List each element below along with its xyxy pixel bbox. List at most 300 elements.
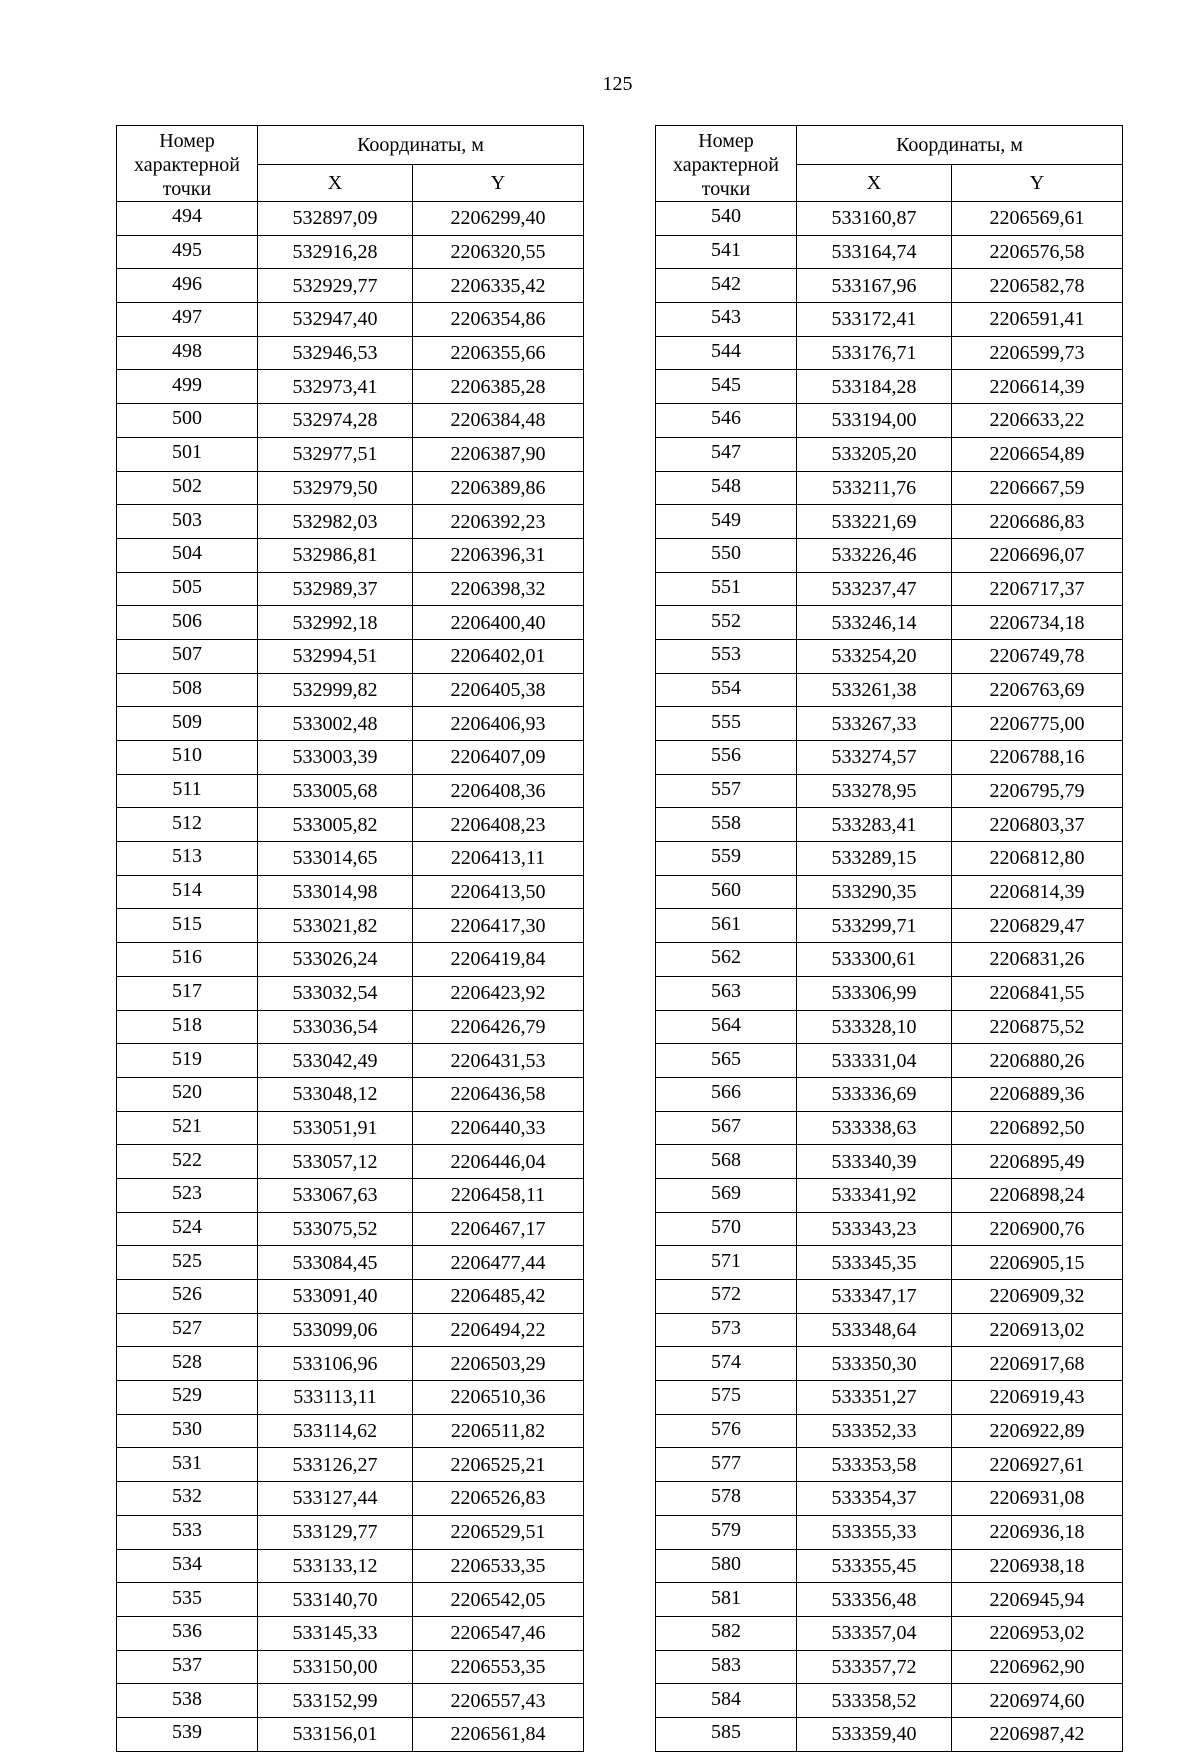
- point-number: 527: [117, 1313, 258, 1347]
- point-number: 556: [656, 741, 797, 775]
- y-coordinate: 2206407,09: [413, 741, 584, 775]
- table-row: [656, 1381, 1123, 1415]
- point-number: 570: [656, 1212, 797, 1246]
- y-coordinate: 2206413,11: [413, 842, 584, 876]
- x-coordinate: 533205,20: [797, 437, 952, 471]
- table-row: [117, 741, 584, 775]
- point-number: 553: [656, 639, 797, 673]
- y-coordinate: 2206892,50: [952, 1111, 1123, 1145]
- y-coordinate: 2206931,08: [952, 1482, 1123, 1516]
- point-number: 577: [656, 1448, 797, 1482]
- point-number: 581: [656, 1583, 797, 1617]
- point-number: 573: [656, 1313, 797, 1347]
- point-number: 500: [117, 404, 258, 438]
- point-number: 544: [656, 336, 797, 370]
- x-coordinate: 533357,04: [797, 1616, 952, 1650]
- y-coordinate: 2206436,58: [413, 1077, 584, 1111]
- point-number: 580: [656, 1549, 797, 1583]
- y-coordinate: 2206654,89: [952, 437, 1123, 471]
- point-number: 523: [117, 1178, 258, 1212]
- y-header: Y: [413, 165, 584, 202]
- point-number: 585: [656, 1717, 797, 1751]
- y-coordinate: 2206889,36: [952, 1077, 1123, 1111]
- y-coordinate: 2206392,23: [413, 505, 584, 539]
- y-coordinate: 2206717,37: [952, 572, 1123, 606]
- y-coordinate: 2206511,82: [413, 1414, 584, 1448]
- y-coordinate: 2206582,78: [952, 269, 1123, 303]
- table-body-left: [117, 202, 584, 1752]
- x-coordinate: 533129,77: [258, 1515, 413, 1549]
- point-number: 549: [656, 505, 797, 539]
- point-number: 552: [656, 606, 797, 640]
- point-number: 543: [656, 303, 797, 337]
- table-row: [656, 235, 1123, 269]
- x-coordinate: 533091,40: [258, 1280, 413, 1314]
- point-number: 513: [117, 842, 258, 876]
- x-coordinate: 533345,35: [797, 1246, 952, 1280]
- point-number: 496: [117, 269, 258, 303]
- point-number: 569: [656, 1178, 797, 1212]
- table-row: [117, 808, 584, 842]
- point-number: 511: [117, 774, 258, 808]
- y-coordinate: 2206413,50: [413, 875, 584, 909]
- table-row: [656, 976, 1123, 1010]
- point-number-header: Номер характерной точки: [656, 126, 797, 202]
- x-coordinate: 533237,47: [797, 572, 952, 606]
- point-number: 562: [656, 943, 797, 977]
- point-number: 521: [117, 1111, 258, 1145]
- point-number: 505: [117, 572, 258, 606]
- x-coordinate: 532999,82: [258, 673, 413, 707]
- table-row: [117, 202, 584, 236]
- y-coordinate: 2206419,84: [413, 943, 584, 977]
- point-number: 579: [656, 1515, 797, 1549]
- y-coordinate: 2206467,17: [413, 1212, 584, 1246]
- table-row: [117, 572, 584, 606]
- x-coordinate: 533226,46: [797, 538, 952, 572]
- coordinates-header: Координаты, м: [797, 126, 1123, 165]
- table-row: [117, 774, 584, 808]
- x-coordinate: 533274,57: [797, 741, 952, 775]
- x-coordinate: 533356,48: [797, 1583, 952, 1617]
- point-number: 515: [117, 909, 258, 943]
- table-row: [117, 1616, 584, 1650]
- x-coordinate: 533002,48: [258, 707, 413, 741]
- table-row: [117, 1583, 584, 1617]
- x-coordinate: 532994,51: [258, 639, 413, 673]
- point-number: 520: [117, 1077, 258, 1111]
- table-row: [117, 606, 584, 640]
- point-number: 514: [117, 875, 258, 909]
- point-number: 536: [117, 1616, 258, 1650]
- y-coordinate: 2206987,42: [952, 1717, 1123, 1751]
- table-row: [656, 639, 1123, 673]
- y-coordinate: 2206547,46: [413, 1616, 584, 1650]
- x-coordinate: 533014,98: [258, 875, 413, 909]
- x-coordinate: 533267,33: [797, 707, 952, 741]
- y-coordinate: 2206763,69: [952, 673, 1123, 707]
- coordinates-header: Координаты, м: [258, 126, 584, 165]
- point-number: 566: [656, 1077, 797, 1111]
- table-row: [117, 909, 584, 943]
- point-number: 567: [656, 1111, 797, 1145]
- table-row: [656, 707, 1123, 741]
- point-number: 522: [117, 1145, 258, 1179]
- point-number: 532: [117, 1482, 258, 1516]
- x-coordinate: 532947,40: [258, 303, 413, 337]
- x-coordinate: 533289,15: [797, 842, 952, 876]
- x-coordinate: 533067,63: [258, 1178, 413, 1212]
- y-coordinate: 2206477,44: [413, 1246, 584, 1280]
- y-coordinate: 2206919,43: [952, 1381, 1123, 1415]
- y-coordinate: 2206953,02: [952, 1616, 1123, 1650]
- table-row: [656, 875, 1123, 909]
- table-row: [117, 875, 584, 909]
- x-coordinate: 533221,69: [797, 505, 952, 539]
- point-number: 546: [656, 404, 797, 438]
- x-header: X: [258, 165, 413, 202]
- y-coordinate: 2206945,94: [952, 1583, 1123, 1617]
- table-row: [656, 1280, 1123, 1314]
- table-row: [117, 1448, 584, 1482]
- table-row: [117, 437, 584, 471]
- y-coordinate: 2206396,31: [413, 538, 584, 572]
- x-coordinate: 532973,41: [258, 370, 413, 404]
- table-row: [117, 1280, 584, 1314]
- x-coordinate: 533167,96: [797, 269, 952, 303]
- table-row: [656, 1650, 1123, 1684]
- table-row: [117, 1111, 584, 1145]
- table-row: [117, 370, 584, 404]
- point-number: 557: [656, 774, 797, 808]
- point-number: 508: [117, 673, 258, 707]
- point-number: 563: [656, 976, 797, 1010]
- table-row: [656, 673, 1123, 707]
- table-row: [656, 1010, 1123, 1044]
- y-coordinate: 2206898,24: [952, 1178, 1123, 1212]
- y-coordinate: 2206402,01: [413, 639, 584, 673]
- x-coordinate: 533026,24: [258, 943, 413, 977]
- point-number: 524: [117, 1212, 258, 1246]
- y-coordinate: 2206458,11: [413, 1178, 584, 1212]
- x-coordinate: 533348,64: [797, 1313, 952, 1347]
- x-coordinate: 533352,33: [797, 1414, 952, 1448]
- x-coordinate: 532974,28: [258, 404, 413, 438]
- y-coordinate: 2206905,15: [952, 1246, 1123, 1280]
- point-number: 578: [656, 1482, 797, 1516]
- x-coordinate: 533048,12: [258, 1077, 413, 1111]
- y-coordinate: 2206576,58: [952, 235, 1123, 269]
- table-row: [656, 1347, 1123, 1381]
- x-coordinate: 533176,71: [797, 336, 952, 370]
- point-number: 547: [656, 437, 797, 471]
- table-row: [656, 437, 1123, 471]
- x-coordinate: 533172,41: [797, 303, 952, 337]
- table-row: [656, 842, 1123, 876]
- table-row: [656, 572, 1123, 606]
- table-row: [656, 471, 1123, 505]
- point-number: 565: [656, 1044, 797, 1078]
- y-coordinate: 2206696,07: [952, 538, 1123, 572]
- table-row: [656, 1111, 1123, 1145]
- y-coordinate: 2206831,26: [952, 943, 1123, 977]
- x-coordinate: 532946,53: [258, 336, 413, 370]
- x-coordinate: 533359,40: [797, 1717, 952, 1751]
- point-number: 583: [656, 1650, 797, 1684]
- page-number: 125: [602, 73, 633, 95]
- y-coordinate: 2206423,92: [413, 976, 584, 1010]
- point-number: 574: [656, 1347, 797, 1381]
- y-coordinate: 2206398,32: [413, 572, 584, 606]
- y-coordinate: 2206895,49: [952, 1145, 1123, 1179]
- point-number: 525: [117, 1246, 258, 1280]
- x-coordinate: 533014,65: [258, 842, 413, 876]
- y-coordinate: 2206494,22: [413, 1313, 584, 1347]
- table-row: [117, 1313, 584, 1347]
- point-number: 537: [117, 1650, 258, 1684]
- x-coordinate: 533300,61: [797, 943, 952, 977]
- y-coordinate: 2206875,52: [952, 1010, 1123, 1044]
- x-coordinate: 533150,00: [258, 1650, 413, 1684]
- y-coordinate: 2206400,40: [413, 606, 584, 640]
- x-coordinate: 533347,17: [797, 1280, 952, 1314]
- table-row: [117, 1178, 584, 1212]
- table-row: [117, 538, 584, 572]
- x-coordinate: 533051,91: [258, 1111, 413, 1145]
- x-coordinate: 533299,71: [797, 909, 952, 943]
- x-coordinate: 532897,09: [258, 202, 413, 236]
- point-number: 551: [656, 572, 797, 606]
- point-number: 512: [117, 808, 258, 842]
- x-coordinate: 533336,69: [797, 1077, 952, 1111]
- table-row: [656, 1448, 1123, 1482]
- y-coordinate: 2206803,37: [952, 808, 1123, 842]
- y-coordinate: 2206938,18: [952, 1549, 1123, 1583]
- y-coordinate: 2206927,61: [952, 1448, 1123, 1482]
- x-coordinate: 533184,28: [797, 370, 952, 404]
- point-number: 519: [117, 1044, 258, 1078]
- table-row: [117, 1212, 584, 1246]
- y-coordinate: 2206408,36: [413, 774, 584, 808]
- y-coordinate: 2206503,29: [413, 1347, 584, 1381]
- y-coordinate: 2206335,42: [413, 269, 584, 303]
- table-row: [656, 202, 1123, 236]
- x-coordinate: 533160,87: [797, 202, 952, 236]
- x-coordinate: 532977,51: [258, 437, 413, 471]
- table-row: [117, 1684, 584, 1718]
- x-coordinate: 533036,54: [258, 1010, 413, 1044]
- y-coordinate: 2206354,86: [413, 303, 584, 337]
- y-coordinate: 2206542,05: [413, 1583, 584, 1617]
- y-coordinate: 2206426,79: [413, 1010, 584, 1044]
- point-number: 558: [656, 808, 797, 842]
- point-number: 571: [656, 1246, 797, 1280]
- x-coordinate: 533057,12: [258, 1145, 413, 1179]
- point-number: 528: [117, 1347, 258, 1381]
- point-number: 494: [117, 202, 258, 236]
- table-row: [656, 1684, 1123, 1718]
- y-coordinate: 2206841,55: [952, 976, 1123, 1010]
- y-coordinate: 2206553,35: [413, 1650, 584, 1684]
- y-coordinate: 2206913,02: [952, 1313, 1123, 1347]
- table-row: [117, 842, 584, 876]
- x-coordinate: 533331,04: [797, 1044, 952, 1078]
- y-coordinate: 2206569,61: [952, 202, 1123, 236]
- table-row: [117, 1549, 584, 1583]
- x-coordinate: 533042,49: [258, 1044, 413, 1078]
- table-row: [656, 1515, 1123, 1549]
- point-number: 545: [656, 370, 797, 404]
- x-coordinate: 533338,63: [797, 1111, 952, 1145]
- x-coordinate: 533254,20: [797, 639, 952, 673]
- point-number: 584: [656, 1684, 797, 1718]
- y-coordinate: 2206299,40: [413, 202, 584, 236]
- table-row: [117, 976, 584, 1010]
- x-coordinate: 533341,92: [797, 1178, 952, 1212]
- table-row: [117, 1145, 584, 1179]
- y-coordinate: 2206431,53: [413, 1044, 584, 1078]
- point-number: 576: [656, 1414, 797, 1448]
- y-coordinate: 2206406,93: [413, 707, 584, 741]
- x-coordinate: 533127,44: [258, 1482, 413, 1516]
- table-row: [117, 336, 584, 370]
- table-row: [656, 1549, 1123, 1583]
- x-coordinate: 533164,74: [797, 235, 952, 269]
- x-coordinate: 533357,72: [797, 1650, 952, 1684]
- point-number-header: Номер характерной точки: [117, 126, 258, 202]
- y-coordinate: 2206405,38: [413, 673, 584, 707]
- table-row: [656, 606, 1123, 640]
- y-coordinate: 2206974,60: [952, 1684, 1123, 1718]
- y-coordinate: 2206446,04: [413, 1145, 584, 1179]
- table-row: [117, 1044, 584, 1078]
- table-row: [117, 1717, 584, 1751]
- table-row: [117, 1347, 584, 1381]
- point-number: 510: [117, 741, 258, 775]
- y-coordinate: 2206962,90: [952, 1650, 1123, 1684]
- x-coordinate: 533106,96: [258, 1347, 413, 1381]
- y-coordinate: 2206614,39: [952, 370, 1123, 404]
- x-coordinate: 533099,06: [258, 1313, 413, 1347]
- point-number: 560: [656, 875, 797, 909]
- point-number: 529: [117, 1381, 258, 1415]
- point-number: 501: [117, 437, 258, 471]
- y-coordinate: 2206917,68: [952, 1347, 1123, 1381]
- y-coordinate: 2206814,39: [952, 875, 1123, 909]
- table-row: [117, 471, 584, 505]
- table-row: [656, 741, 1123, 775]
- x-coordinate: 533351,27: [797, 1381, 952, 1415]
- x-coordinate: 533278,95: [797, 774, 952, 808]
- y-coordinate: 2206525,21: [413, 1448, 584, 1482]
- table-row: [656, 1212, 1123, 1246]
- table-row: [117, 673, 584, 707]
- table-row: [117, 1482, 584, 1516]
- x-coordinate: 532916,28: [258, 235, 413, 269]
- table-row: [656, 943, 1123, 977]
- y-coordinate: 2206667,59: [952, 471, 1123, 505]
- y-coordinate: 2206795,79: [952, 774, 1123, 808]
- y-coordinate: 2206880,26: [952, 1044, 1123, 1078]
- point-number: 554: [656, 673, 797, 707]
- point-number: 582: [656, 1616, 797, 1650]
- table-row: [656, 370, 1123, 404]
- x-coordinate: 532989,37: [258, 572, 413, 606]
- x-coordinate: 533283,41: [797, 808, 952, 842]
- table-row: [656, 505, 1123, 539]
- table-row: [656, 909, 1123, 943]
- table-row: [656, 1717, 1123, 1751]
- table-row: [117, 1381, 584, 1415]
- x-coordinate: 533194,00: [797, 404, 952, 438]
- point-number: 498: [117, 336, 258, 370]
- point-number: 518: [117, 1010, 258, 1044]
- table-row: [117, 1650, 584, 1684]
- y-coordinate: 2206529,51: [413, 1515, 584, 1549]
- table-row: [656, 1178, 1123, 1212]
- x-coordinate: 533290,35: [797, 875, 952, 909]
- x-coordinate: 533003,39: [258, 741, 413, 775]
- table-row: [656, 774, 1123, 808]
- table-row: [656, 1077, 1123, 1111]
- point-number: 572: [656, 1280, 797, 1314]
- x-coordinate: 533211,76: [797, 471, 952, 505]
- x-coordinate: 533246,14: [797, 606, 952, 640]
- table-row: [656, 1616, 1123, 1650]
- x-coordinate: 533355,33: [797, 1515, 952, 1549]
- point-number: 555: [656, 707, 797, 741]
- x-coordinate: 533343,23: [797, 1212, 952, 1246]
- point-number: 539: [117, 1717, 258, 1751]
- point-number: 533: [117, 1515, 258, 1549]
- y-coordinate: 2206557,43: [413, 1684, 584, 1718]
- x-coordinate: 532986,81: [258, 538, 413, 572]
- x-coordinate: 533126,27: [258, 1448, 413, 1482]
- table-row: [117, 1077, 584, 1111]
- table-row: [117, 303, 584, 337]
- y-coordinate: 2206749,78: [952, 639, 1123, 673]
- table-row: [656, 1044, 1123, 1078]
- table-row: [656, 404, 1123, 438]
- table-row: [117, 1515, 584, 1549]
- point-number: 568: [656, 1145, 797, 1179]
- x-coordinate: 533075,52: [258, 1212, 413, 1246]
- y-coordinate: 2206408,23: [413, 808, 584, 842]
- table-body-right: [656, 202, 1123, 1752]
- x-coordinate: 533350,30: [797, 1347, 952, 1381]
- y-coordinate: 2206417,30: [413, 909, 584, 943]
- point-number: 575: [656, 1381, 797, 1415]
- y-coordinate: 2206633,22: [952, 404, 1123, 438]
- table-row: [117, 404, 584, 438]
- x-coordinate: 532979,50: [258, 471, 413, 505]
- point-number: 504: [117, 538, 258, 572]
- y-coordinate: 2206788,16: [952, 741, 1123, 775]
- point-number: 548: [656, 471, 797, 505]
- y-coordinate: 2206922,89: [952, 1414, 1123, 1448]
- coordinates-table-left: [116, 125, 584, 1752]
- point-number: 542: [656, 269, 797, 303]
- point-number: 540: [656, 202, 797, 236]
- table-row: [117, 639, 584, 673]
- x-coordinate: 533358,52: [797, 1684, 952, 1718]
- point-number: 538: [117, 1684, 258, 1718]
- x-coordinate: 533005,68: [258, 774, 413, 808]
- table-row: [656, 303, 1123, 337]
- point-number: 517: [117, 976, 258, 1010]
- x-coordinate: 533114,62: [258, 1414, 413, 1448]
- point-number: 561: [656, 909, 797, 943]
